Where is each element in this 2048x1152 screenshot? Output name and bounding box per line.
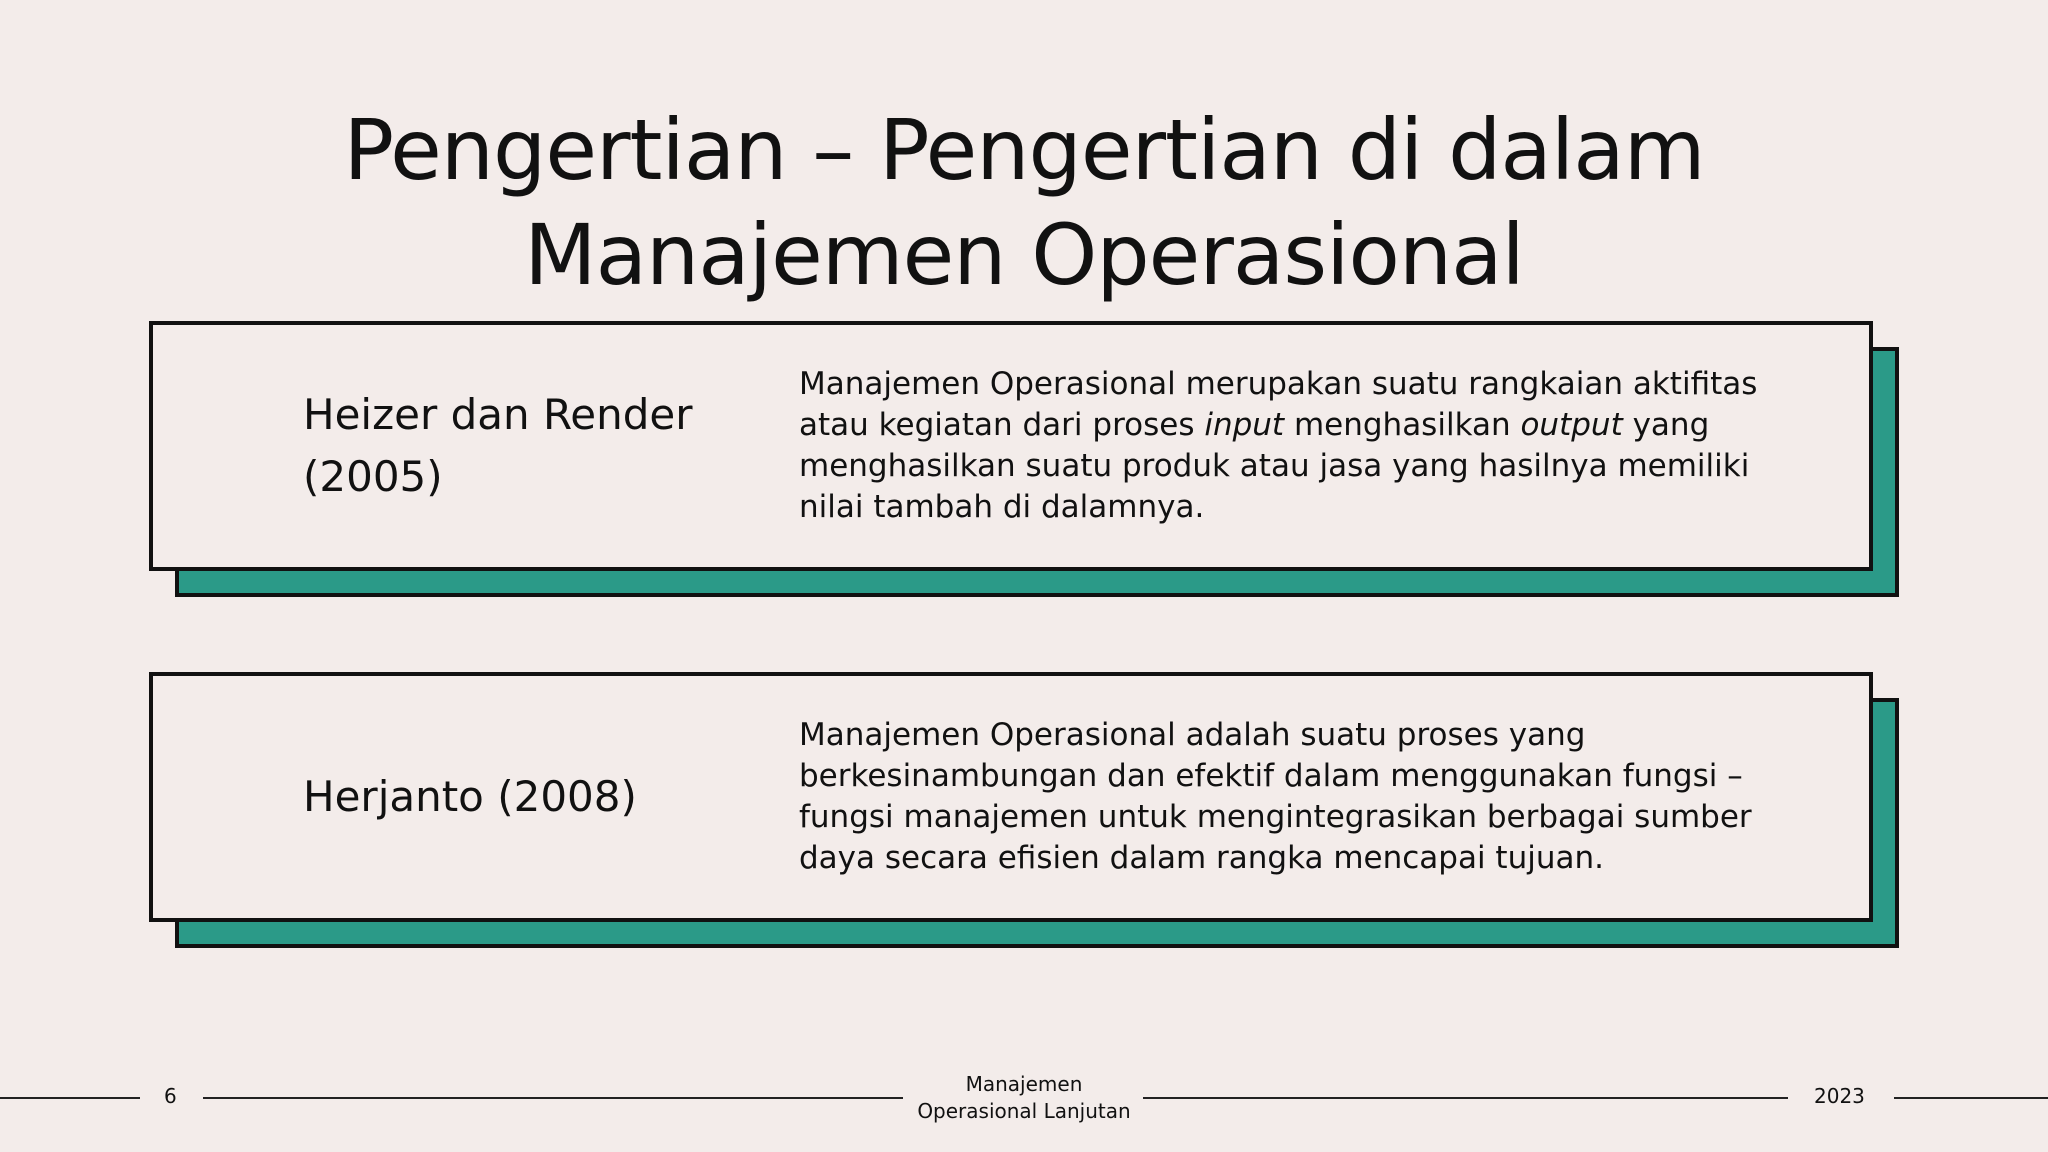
card-author (303, 384, 723, 508)
footer-divider-right (1894, 1097, 2048, 1099)
desc-italic-output: output (1520, 407, 1623, 443)
desc-text-1: Manajemen Operasional merupakan suatu rangkaian aktifitas atau kegiatan dari proses (799, 366, 1758, 443)
card-author-name: Herjanto (2008) (303, 772, 637, 821)
footer-divider-center-right (1143, 1097, 1788, 1099)
desc-italic-input: input (1204, 407, 1285, 443)
footer-course-name (900, 1071, 1148, 1125)
slide-title-line1: Pengertian – Pengertian di dalam (343, 101, 1705, 199)
page-number: 6 (164, 1084, 177, 1108)
footer-course-line1: Manajemen (965, 1072, 1083, 1096)
footer-divider-center-left (203, 1097, 903, 1099)
definition-card-heizer-render (149, 321, 1873, 571)
desc-text-2: menghasilkan (1284, 407, 1521, 443)
desc-text-3: yang menghasilkan suatu produk atau jasa yang hasilnya memiliki nilai tambah di dalamnya. (799, 407, 1750, 525)
card-description (799, 364, 1809, 528)
footer-divider-left (0, 1097, 140, 1099)
card-author-name: Heizer dan Render (303, 390, 693, 439)
slide-title-line2: Manajemen Operasional (524, 206, 1524, 304)
card-author-year: (2005) (303, 452, 443, 501)
card-box (149, 672, 1873, 922)
card-description: Manajemen Operasional adalah suatu proses yang berkesinambungan dan efektif dalam menggunakan fungsi – fungsi manajemen untuk mengintegrasikan berbagai sumber daya secara efisien dalam rangka mencapai tujuan. (799, 717, 1752, 876)
slide-title (0, 98, 2048, 308)
card-box (149, 321, 1873, 571)
definition-card-herjanto (149, 672, 1873, 922)
footer-year: 2023 (1814, 1084, 1865, 1108)
card-author (303, 766, 723, 828)
footer-course-line2: Operasional Lanjutan (917, 1099, 1131, 1123)
